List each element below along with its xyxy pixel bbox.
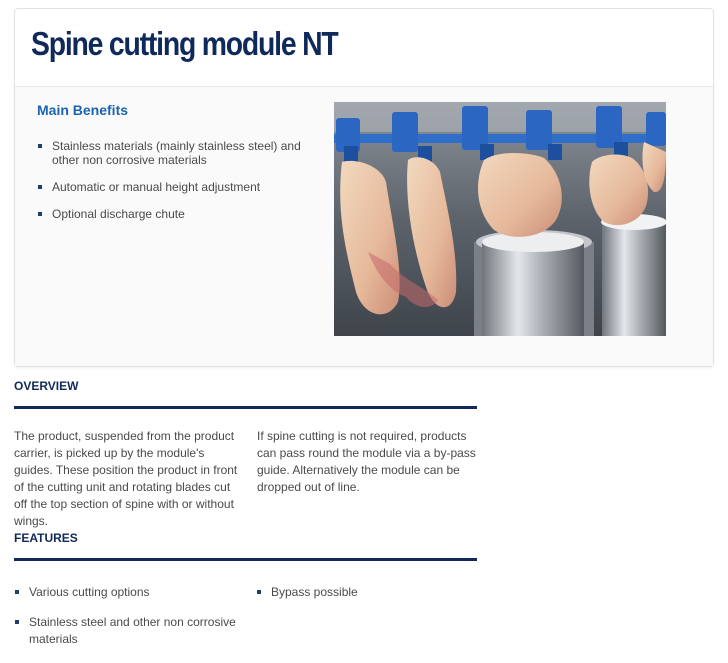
feature-item: Bypass possible <box>256 584 481 601</box>
overview-paragraph-2: If spine cutting is not required, products can pass round the module via a by-pass guide. Alternatively the module can be dropped out of line. <box>257 429 476 494</box>
benefit-item: Stainless materials (mainly stainless steel) and other non corrosive materials <box>37 139 307 167</box>
product-card <box>14 8 714 367</box>
bullet-icon <box>38 144 42 148</box>
bullet-icon <box>15 620 19 624</box>
benefits-title: Main Benefits <box>37 102 129 118</box>
card-header <box>15 9 713 87</box>
overview-paragraph-1: The product, suspended from the product carrier, is picked up by the module's guides. These position the product in front of the cutting unit and rotating blades cut off the top section of spine with or without wings. <box>14 429 238 528</box>
feature-item: Stainless steel and other non corrosive materials <box>14 614 239 648</box>
page-title: Spine cutting module NT <box>31 25 338 62</box>
card-body <box>15 87 713 366</box>
overview-title: OVERVIEW <box>14 379 79 393</box>
benefits-list <box>37 139 307 234</box>
product-photo <box>334 102 666 336</box>
benefit-item: Automatic or manual height adjustment <box>37 180 307 194</box>
benefit-item: Optional discharge chute <box>37 207 307 221</box>
bullet-icon <box>38 212 42 216</box>
feature-item: Various cutting options <box>14 584 239 601</box>
overview-divider <box>14 406 477 409</box>
bullet-icon <box>257 590 261 594</box>
features-divider <box>14 558 477 561</box>
product-photo-illustration <box>334 102 666 336</box>
bullet-icon <box>15 590 19 594</box>
bullet-icon <box>38 185 42 189</box>
features-title: FEATURES <box>14 531 78 545</box>
